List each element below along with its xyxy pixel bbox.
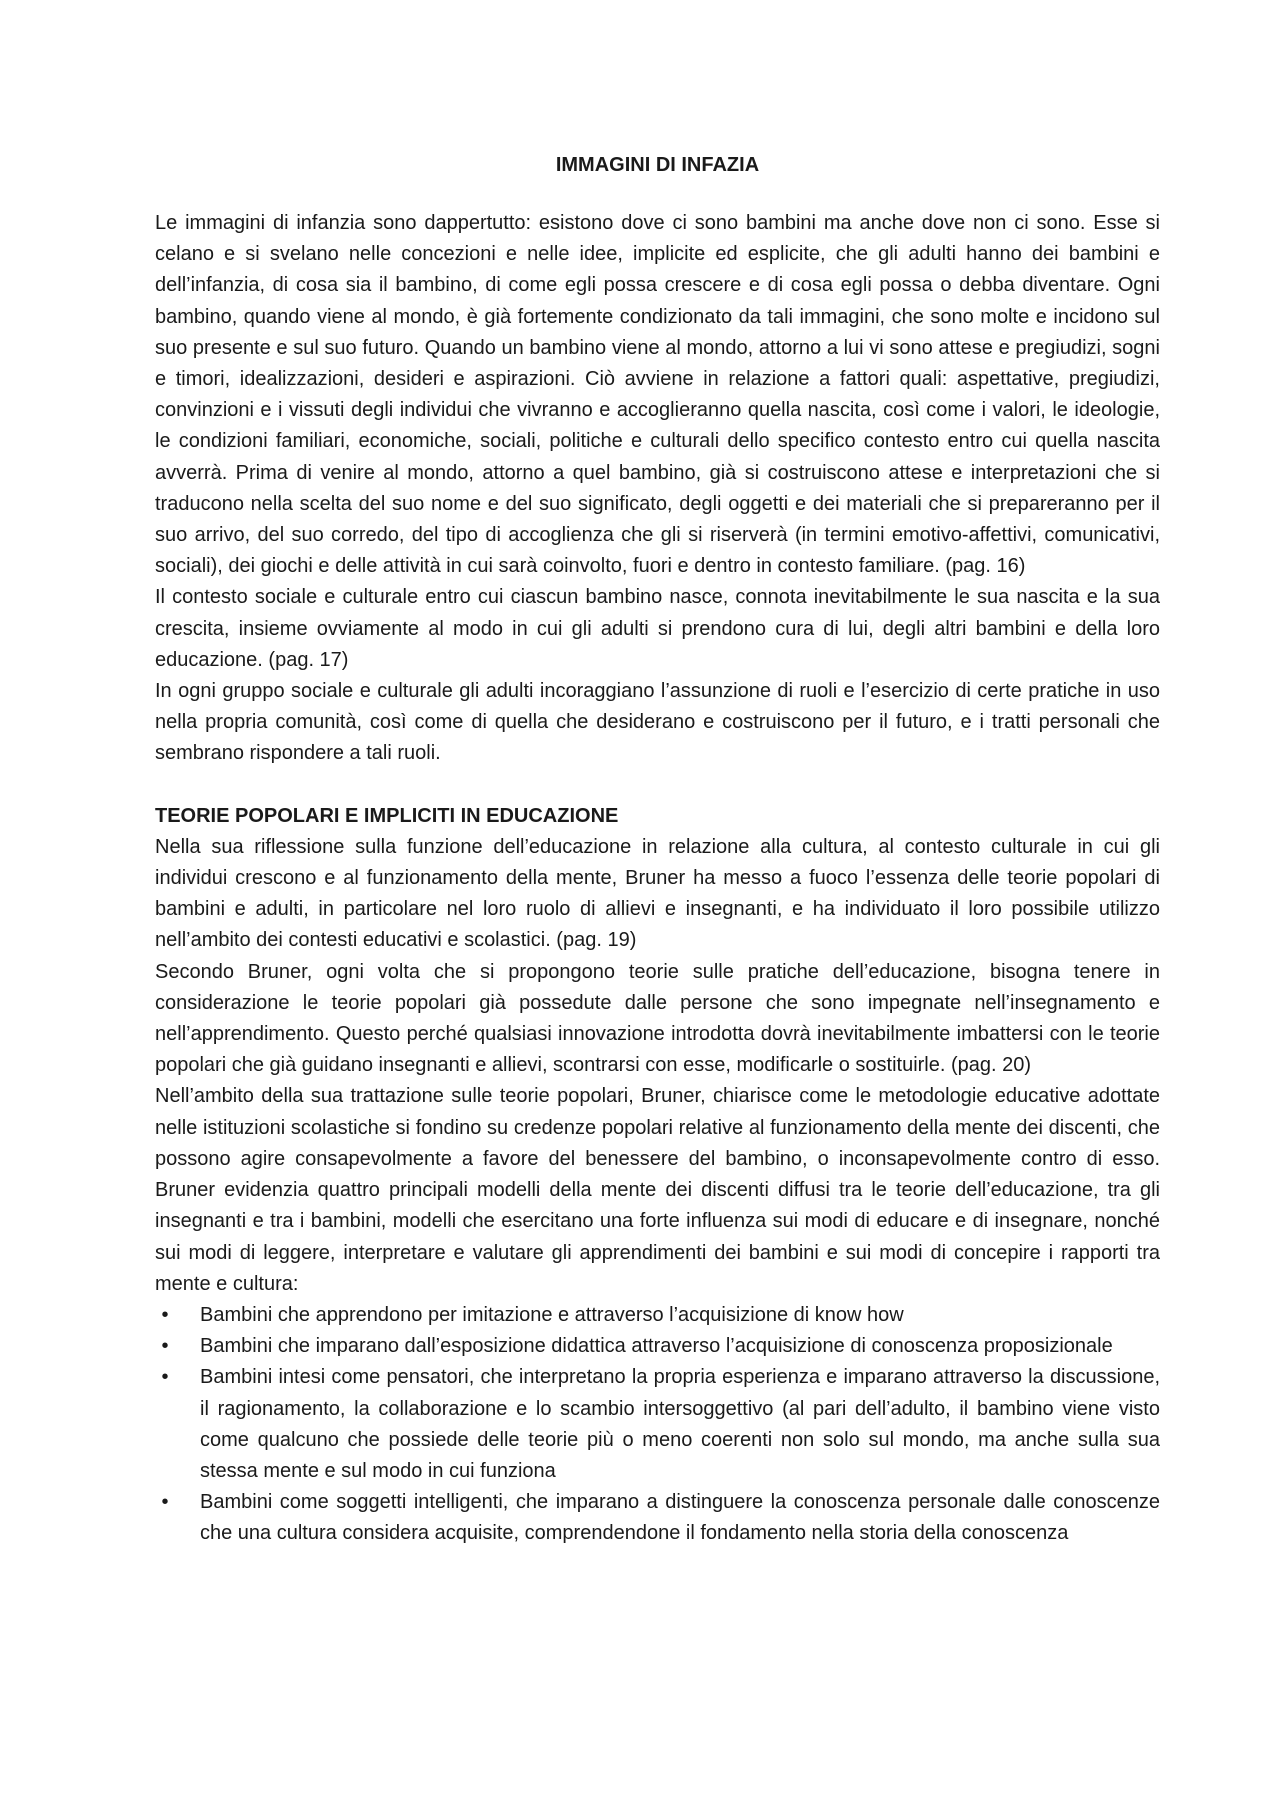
bullet-icon: • (161, 1303, 169, 1326)
intro-paragraph-1: Le immagini di infanzia sono dappertutto: esistono dove ci sono bambini ma anche dove non ci sono. Esse si celano e si svelano nelle concezioni e nelle idee, implicite ed esplicite, che gli adulti hanno dei bambini e dell’infanzia, di cosa sia il bambino, di come egli possa crescere e di cosa egli possa o debba diventare. Ogni bambino, quando viene al mondo, è già fortemente condizionato da tali immagini, che sono molte e incidono sul suo presente e sul suo futuro. Quando un bambino viene al mondo, attorno a lui vi sono attese e pregiudizi, sogni e timori, idealizzazioni, desideri e aspirazioni. Ciò avviene in relazione a fattori quali: aspettative, pregiudizi, convinzioni e i vissuti degli individui che vivranno e accoglieranno quella nascita, così come i valori, le ideologie, le condizioni familiari, economiche, sociali, politiche e culturali dello specifico contesto entro cui quella nascita avverrà. Prima di venire al mondo, attorno a quel bambino, già si costruiscono attese e interpretazioni che si traducono nella scelta del suo nome e del suo significato, degli oggetti e dei materiali che si prepareranno per il suo arrivo, del suo corredo, del tipo di accoglienza che gli si riserverà (in termini emotivo-affettivi, comunicativi, sociali), dei giochi e delle attività in cui sarà coinvolto, fuori e dentro in contesto familiare. (pag. 16) (155, 212, 1160, 578)
list-item (161, 1300, 1160, 1331)
list-item (161, 1487, 1160, 1549)
section-paragraph-1: Nella sua riflessione sulla funzione dell’educazione in relazione alla cultura, al contesto culturale in cui gli individui crescono e al funzionamento della mente, Bruner ha messo a fuoco l’essenza delle teorie popolari di bambini e adulti, in particolare nel loro ruolo di allievi e insegnanti, e ha individuato il loro possibile utilizzo nell’ambito dei contesti educativi e scolastici. (pag. 19) (155, 835, 1160, 952)
intro-paragraph-3: In ogni gruppo sociale e culturale gli adulti incoraggiano l’assunzione di ruoli e l’esercizio di certe pratiche in uso nella propria comunità, così come di quella che desiderano e costruiscono per il futuro, e i tratti personali che sembrano rispondere a tali ruoli. (155, 680, 1160, 765)
list-item (161, 1362, 1160, 1487)
document-title: IMMAGINI DI INFAZIA (555, 154, 760, 176)
list-item-text: Bambini che imparano dall’esposizione didattica attraverso l’acquisizione di conoscenza proposizionale (200, 1335, 1113, 1358)
bullet-icon: • (161, 1491, 169, 1514)
section-heading: TEORIE POPOLARI E IMPLICITI IN EDUCAZIONE (155, 804, 619, 827)
document-page (155, 150, 1160, 1550)
intro-paragraph-2: Il contesto sociale e culturale entro cui ciascun bambino nasce, connota inevitabilmente le sua nascita e la sua crescita, insieme ovviamente al modo in cui gli adulti si prendono cura di lui, degli altri bambini e della loro educazione. (pag. 17) (155, 586, 1160, 671)
section-paragraph-2: Secondo Bruner, ogni volta che si propongono teorie sulle pratiche dell’educazione, bisogna tenere in considerazione le teorie popolari già possedute dalle persone che sono impegnate nell’insegnamento e nell’apprendimento. Questo perché qualsiasi innovazione introdotta dovrà inevitabilmente imbattersi con le teorie popolari che già guidano insegnanti e allievi, scontrarsi con esse, modificarle o sostituirle. (pag. 20) (155, 960, 1160, 1077)
bullet-icon: • (161, 1366, 169, 1389)
list-item-text: Bambini intesi come pensatori, che interpretano la propria esperienza e imparano attraverso la discussione, il ragionamento, la collaborazione e lo scambio intersoggettivo (al pari dell’adulto, il bambino viene visto come qualcuno che possiede delle teorie più o meno coerenti non solo sul mondo, ma anche sulla sua stessa mente e sul modo in cui funziona (200, 1366, 1160, 1482)
list-item-text: Bambini che apprendono per imitazione e attraverso l’acquisizione di know how (200, 1303, 904, 1326)
bullet-icon: • (161, 1335, 169, 1358)
bullet-list (155, 1300, 1160, 1550)
list-item (161, 1331, 1160, 1362)
section-paragraph-3: Nell’ambito della sua trattazione sulle teorie popolari, Bruner, chiarisce come le metodologie educative adottate nelle istituzioni scolastiche si fondino su credenze popolari relative al funzionamento della mente dei discenti, che possono agire consapevolmente a favore del benessere del bambino, o inconsapevolmente contro di esso. Bruner evidenzia quattro principali modelli della mente dei discenti diffusi tra le teorie dell’educazione, tra gli insegnanti e tra i bambini, modelli che esercitano una forte influenza sui modi di educare e di insegnare, nonché sui modi di leggere, interpretare e valutare gli apprendimenti dei bambini e sui modi di concepire i rapporti tra mente e cultura: (155, 1085, 1160, 1295)
list-item-text: Bambini come soggetti intelligenti, che imparano a distinguere la conoscenza personale dalle conoscenze che una cultura considera acquisite, comprendendone il fondamento nella storia della conoscenza (200, 1491, 1160, 1545)
